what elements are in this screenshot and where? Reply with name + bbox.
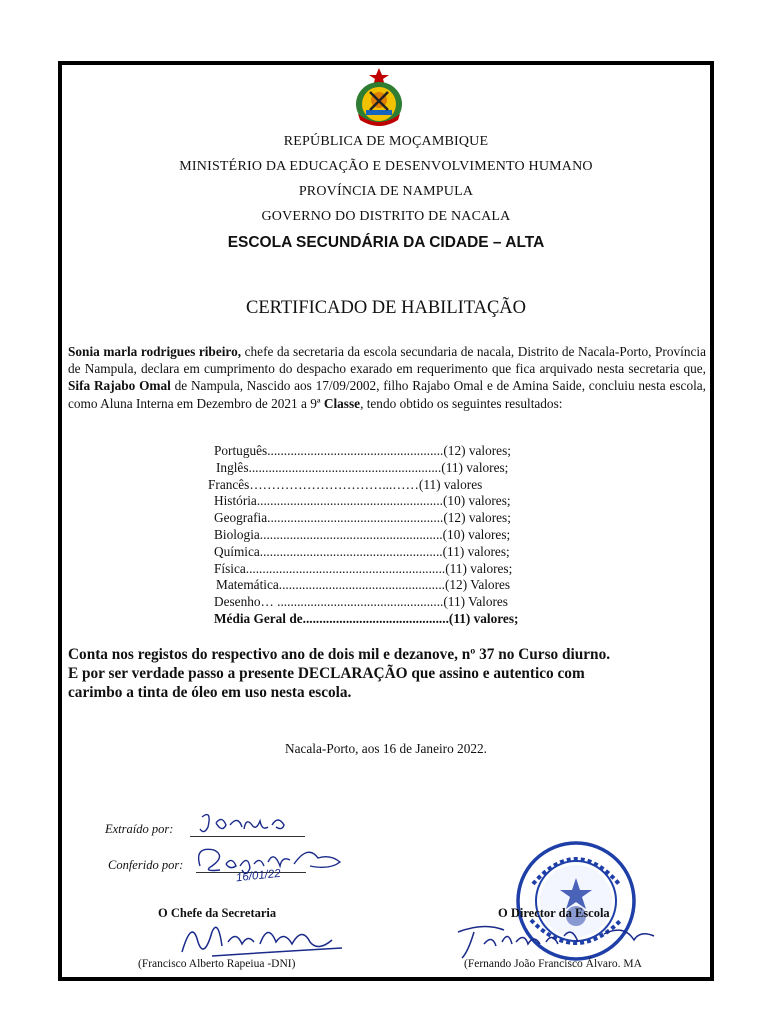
grade-row: Desenho… ..................................................(11) Valores	[214, 594, 508, 610]
body-text-3: , tendo obtido os seguintes resultados:	[360, 395, 563, 411]
grades-list	[208, 443, 588, 628]
place-date: Nacala-Porto, aos 16 de Janeiro 2022.	[285, 741, 487, 756]
coat-of-arms-icon	[352, 66, 406, 130]
extraido-label: Extraído por:	[105, 822, 174, 836]
grade-row: Química.......................................................(11) valores;	[214, 543, 510, 559]
declaration-line-1: Conta nos registos do respectivo ano de dois mil e dezanove, nº 37 no Curso diurno.	[68, 646, 611, 663]
grade-row: Média Geral de............................................(11) valores;	[214, 610, 519, 626]
chefe-signature	[172, 912, 352, 962]
chefe-label: O Chefe da Secretaria	[158, 906, 277, 920]
body-text-1: chefe da secretaria da escola secundaria de nacala, Distrito de Nacala-Porto, Província de Nampula, declara em cumprimento do despacho exarado em requerimento que fica arquivado nesta secretaria que,	[68, 344, 706, 377]
header-province: PROVÍNCIA DE NAMPULA	[298, 184, 474, 199]
header-country: REPÚBLICA DE MOÇAMBIQUE	[283, 134, 489, 149]
declaration-line-2: E por ser verdade passo a presente DECLARAÇÃO que assino e autentico com	[68, 665, 585, 682]
student-name: Sifa Rajabo Omal	[68, 378, 171, 394]
certificate-body	[68, 343, 706, 412]
conferido-date: 16/01/22	[235, 867, 282, 885]
grade-row: Inglês..........................................................(11) valores;	[216, 459, 509, 475]
school-name: ESCOLA SECUNDÁRIA DA CIDADE – ALTA	[227, 234, 545, 251]
classe-label: Classe	[323, 395, 361, 411]
grade-row: História........................................................(10) valores;	[214, 493, 511, 509]
conferido-signature	[190, 836, 350, 890]
header-ministry: MINISTÉRIO DA EDUCAÇÃO E DESENVOLVIMENTO HUMANO	[179, 159, 593, 174]
director-signature	[454, 912, 664, 962]
issuer-name: Sonia marla rodrigues ribeiro,	[68, 344, 242, 359]
director-name: (Fernando João Francisco Álvaro. MA	[464, 958, 642, 970]
declaration	[68, 645, 708, 702]
director-label: O Director da Escola	[498, 906, 610, 920]
grade-row: Geografia.....................................................(12) valores;	[214, 510, 511, 526]
grade-row: Biologia.......................................................(10) valores;	[214, 526, 511, 542]
grade-row: Matemática..................................................(12) Valores	[216, 577, 511, 593]
declaration-line-3: carimbo a tinta de óleo em uso nesta escola.	[68, 684, 352, 701]
grade-row: Francês…………………………...……(11) valores	[208, 476, 483, 492]
extraido-signature	[198, 805, 298, 839]
chefe-name: (Francisco Alberto Rapeiua -DNI)	[138, 958, 296, 970]
certificate-title: CERTIFICADO DE HABILITAÇÃO	[245, 298, 527, 318]
body-text-2: de Nampula, Nascido aos 17/09/2002, filho Rajabo Omal e de Amina Saide, concluiu nesta escola, como Aluna Interna em Dezembro de 2021 a 9ª	[68, 378, 707, 411]
grade-row: Física............................................................(11) valores;	[214, 560, 513, 576]
conferido-label: Conferido por:	[108, 858, 184, 872]
grade-row: Português.....................................................(12) valores;	[214, 443, 511, 458]
header-district: GOVERNO DO DISTRITO DE NACALA	[261, 209, 511, 224]
